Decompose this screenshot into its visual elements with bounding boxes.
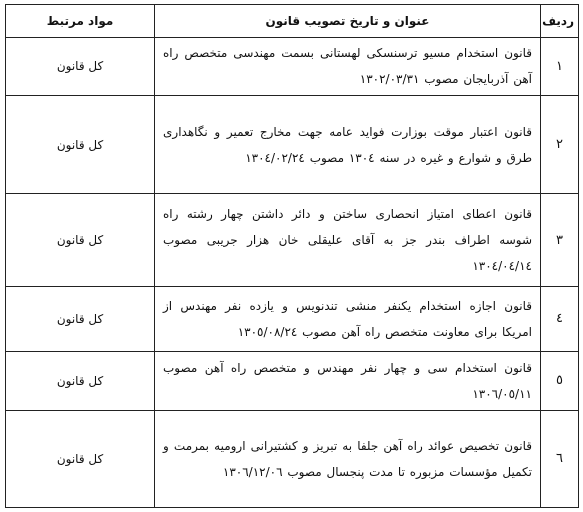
law-title: قانون استخدام مسیو ترسنسکی لهستانی بسمت مهندسی متخصص راه آهن آذربایجان مصوب ١٣٠٢/٠٣/٣١ — [155, 38, 541, 96]
table-row — [6, 38, 579, 96]
header-related-articles: مواد مرتبط — [6, 5, 155, 38]
related-articles: کل قانون — [6, 95, 155, 193]
header-law-title: عنوان و تاریخ تصویب قانون — [155, 5, 541, 38]
row-number: ٤ — [541, 286, 579, 351]
law-title: قانون اعطای امتیاز انحصاری ساختن و دائر داشتن چهار رشته راه شوسه اطراف بندر جز به آقای علیقلی خان هزار جریبی مصوب ١٣٠٤/٠٤/١٤ — [155, 194, 541, 286]
row-number: ٦ — [541, 410, 579, 507]
table-row — [6, 286, 579, 351]
table-row — [6, 351, 579, 410]
related-articles: کل قانون — [6, 410, 155, 507]
table-row — [6, 95, 579, 193]
header-row-number: ردیف — [541, 5, 579, 38]
row-number: ١ — [541, 38, 579, 96]
law-title: قانون اعتبار موقت بوزارت فواید عامه جهت مخارج تعمیر و نگاهداری طرق و شوارع و غیره در سنه ١٣٠٤ مصوب ١٣٠٤/٠٢/٢٤ — [155, 95, 541, 193]
laws-table — [5, 4, 579, 508]
table-header-row — [6, 5, 579, 38]
related-articles: کل قانون — [6, 194, 155, 286]
related-articles: کل قانون — [6, 38, 155, 96]
law-title: قانون استخدام سی و چهار نفر مهندس و متخصص راه آهن مصوب ١٣٠٦/٠٥/١١ — [155, 351, 541, 410]
table-row — [6, 410, 579, 507]
related-articles: کل قانون — [6, 286, 155, 351]
law-title: قانون اجازه استخدام یکنفر منشی تندنویس و یازده نفر مهندس از امریکا برای معاونت متخصص راه آهن مصوب ١٣٠٥/٠٨/٢٤ — [155, 286, 541, 351]
row-number: ٣ — [541, 194, 579, 286]
table-row — [6, 194, 579, 286]
row-number: ٢ — [541, 95, 579, 193]
law-title: قانون تخصیص عوائد راه آهن جلفا به تبریز و کشتیرانی ارومیه بمرمت و تکمیل مؤسسات مزبوره تا مدت پنجسال مصوب ١٣٠٦/١٢/٠٦ — [155, 410, 541, 507]
related-articles: کل قانون — [6, 351, 155, 410]
row-number: ٥ — [541, 351, 579, 410]
